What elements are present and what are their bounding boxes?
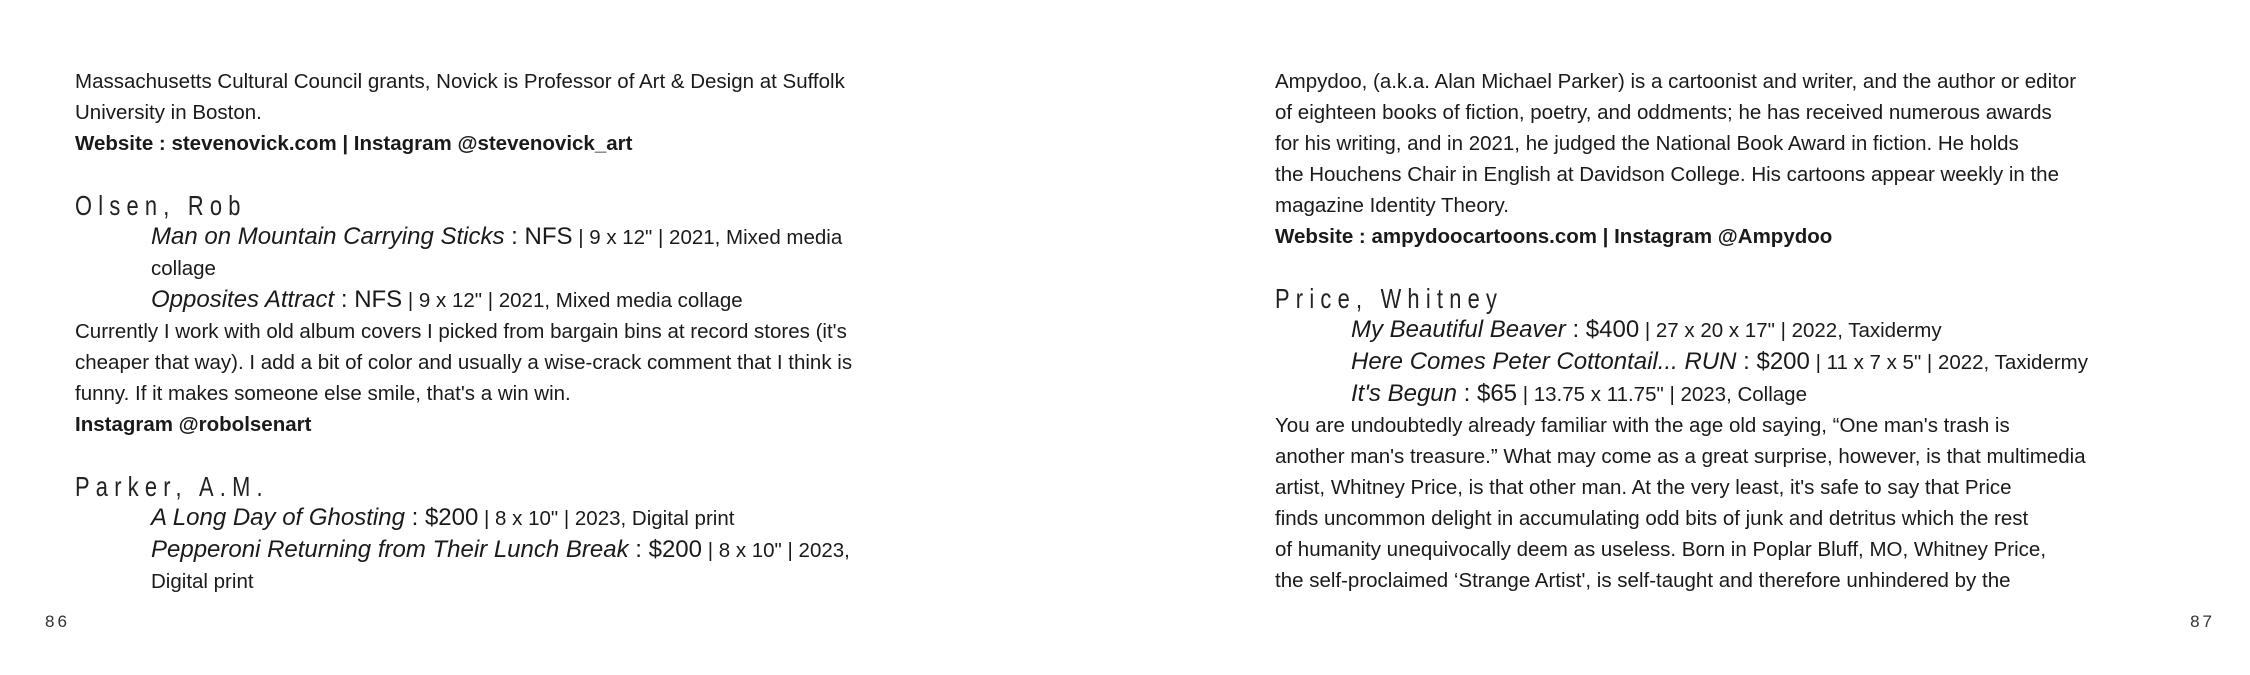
artist-bio-line: of humanity unequivocally deem as useless. Born in Poplar Bluff, MO, Whitney Price, (1275, 538, 2047, 561)
page-number: 87 (2190, 612, 2215, 631)
artwork-entry (151, 284, 975, 316)
artwork-details: | 13.75 x 11.75" | 2023, Collage (1517, 383, 1807, 406)
artist-bio-line: Currently I work with old album covers I picked from bargain bins at record stores (it's (75, 320, 847, 343)
artwork-details: | 27 x 20 x 17" | 2022, Taxidermy (1639, 319, 1942, 342)
artist-bio-line: funny. If it makes someone else smile, that's a win win. (75, 382, 571, 405)
page-number: 86 (45, 612, 70, 631)
artist-link[interactable]: Instagram @robolsenart (75, 413, 312, 436)
artist-bio-line: another man's treasure.” What may come as a great surprise, however, is that multimedia (1275, 445, 2086, 468)
intro-line: Ampydoo, (a.k.a. Alan Michael Parker) is a cartoonist and writer, and the author or editor (1275, 70, 2077, 93)
artwork-details: | 8 x 10" | 2023, (702, 539, 850, 562)
artist-name: Price, Whitney (1275, 283, 1504, 314)
artwork-price: : NFS (334, 286, 403, 313)
intro-line: magazine Identity Theory. (1275, 194, 1509, 217)
artwork-price: : $65 (1456, 380, 1518, 407)
artwork-details: | 9 x 12" | 2021, Mixed media (572, 226, 843, 249)
artwork-details: Digital print (151, 570, 254, 593)
artist-name: Parker, A.M. (75, 471, 269, 502)
artwork-title: Opposites Attract (151, 286, 335, 313)
intro-line: of eighteen books of fiction, poetry, and oddments; he has received numerous awards (1275, 101, 2052, 124)
artwork-price: : $200 (628, 536, 702, 563)
artwork-entry (151, 502, 975, 534)
artwork-entry (1351, 378, 2250, 410)
artwork-price: : NFS (504, 223, 573, 250)
artwork-entry (1351, 346, 2250, 378)
artwork-details: | 8 x 10" | 2023, Digital print (478, 507, 735, 530)
artwork-price: : $200 (404, 504, 479, 531)
artwork-entry (151, 221, 975, 284)
artwork-title: Man on Mountain Carrying Sticks (151, 223, 505, 250)
artwork-title: Here Comes Peter Cottontail... RUN (1351, 348, 1737, 375)
artist-bio-line: cheaper that way). I add a bit of color and usually a wise-crack comment that I think is (75, 351, 853, 374)
artwork-price: : $400 (1565, 316, 1640, 343)
artwork-details: | 11 x 7 x 5" | 2022, Taxidermy (1809, 351, 2088, 374)
artwork-details: collage (151, 257, 216, 280)
artist-link[interactable]: Website : stevenovick.com | Instagram @stevenovick_art (75, 132, 633, 155)
right-page (1125, 0, 2250, 675)
artwork-title: My Beautiful Beaver (1351, 316, 1566, 343)
artwork-entry (1351, 314, 2250, 346)
artwork-entry (151, 534, 975, 597)
artist-bio-line: finds uncommon delight in accumulating odd bits of junk and detritus which the rest (1275, 507, 2029, 530)
artwork-title: Pepperoni Returning from Their Lunch Break (151, 536, 629, 563)
artist-bio-line: You are undoubtedly already familiar with the age old saying, “One man's trash is (1275, 414, 2010, 437)
left-page-content (75, 66, 975, 597)
artist-name: Olsen, Rob (75, 190, 247, 221)
artwork-title: It's Begun (1351, 380, 1457, 407)
artwork-price: : $200 (1736, 348, 1810, 375)
artist-link[interactable]: Website : ampydoocartoons.com | Instagram @Ampydoo (1275, 225, 1833, 248)
artwork-title: A Long Day of Ghosting (151, 504, 405, 531)
intro-line: Massachusetts Cultural Council grants, Novick is Professor of Art & Design at Suffolk (75, 70, 845, 93)
artist-bio-line: the self-proclaimed ‘Strange Artist', is self-taught and therefore unhindered by the (1275, 569, 2011, 592)
right-page-content (1275, 66, 2250, 596)
intro-line: University in Boston. (75, 101, 262, 124)
intro-line: for his writing, and in 2021, he judged the National Book Award in fiction. He holds (1275, 132, 2019, 155)
artwork-details: | 9 x 12" | 2021, Mixed media collage (402, 289, 743, 312)
artist-bio-line: artist, Whitney Price, is that other man. At the very least, it's safe to say that Price (1275, 476, 2012, 499)
intro-line: the Houchens Chair in English at Davidson College. His cartoons appear weekly in the (1275, 163, 2059, 186)
